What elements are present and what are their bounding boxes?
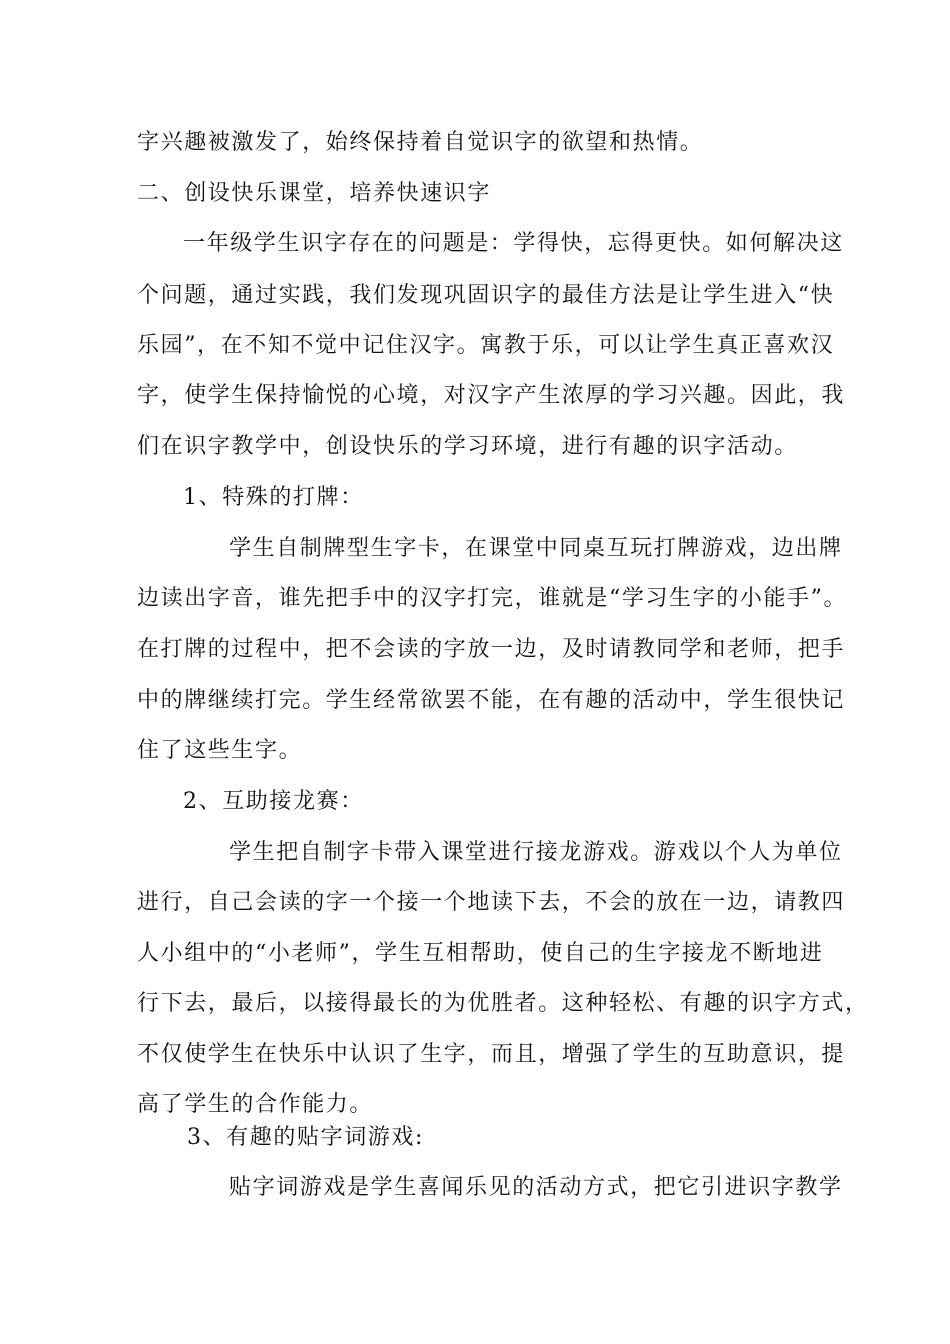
text-line: 贴字词游戏是学生喜闻乐见的活动方式，把它引进识字教学 [229,1175,843,1200]
text-line: 学生把自制字卡带入课堂进行接龙游戏。游戏以个人为单位 [229,840,843,865]
text-line: 边读出字音，谁先把手中的汉字打完，谁就是“学习生字的小能手”。 [137,586,848,611]
subsection-heading: 1、特殊的打牌： [183,485,364,510]
text-line: 中的牌继续打完。学生经常欲罢不能，在有趣的活动中，学生很快记 [137,688,846,713]
subsection-heading: 3、有趣的贴字词游戏: [187,1125,425,1150]
section-heading: 二、创设快乐课堂，培养快速识字 [137,181,492,206]
text-line: 字，使学生保持愉悦的心境，对汉字产生浓厚的学习兴趣。因此，我 [137,383,846,408]
text-line: 一年级学生识字存在的问题是：学得快，忘得更快。如何解决这 [183,231,844,256]
text-line: 高了学生的合作能力。 [137,1092,374,1117]
text-line: 人小组中的“小老师”，学生互相帮助，使自己的生字接龙不断地进 [137,941,824,966]
text-line: 住了这些生字。 [137,738,303,763]
text-line: 个问题，通过实践，我们发现巩固识字的最佳方法是让学生进入“快 [137,283,835,308]
text-line: 行下去，最后，以接得最长的为优胜者。这种轻松、有趣的识字方式， [137,991,869,1016]
text-line: 们在识字教学中，创设快乐的学习环境，进行有趣的识字活动。 [137,434,798,459]
subsection-heading: 2、互助接龙赛： [183,789,364,814]
text-line: 在打牌的过程中，把不会读的字放一边，及时请教同学和老师，把手 [137,637,846,662]
text-line: 学生自制牌型生字卡，在课堂中同桌互玩打牌游戏，边出牌 [229,536,843,561]
text-line: 乐园”，在不知不觉中记住汉字。寓教于乐，可以让学生真正喜欢汉 [137,333,835,358]
text-line: 进行，自己会读的字一个接一个地读下去，不会的放在一边，请教四 [137,890,846,915]
text-line: 不仅使学生在快乐中认识了生字，而且，增强了学生的互助意识，提 [137,1042,846,1067]
text-line: 字兴趣被激发了，始终保持着自觉识字的欲望和热情。 [137,130,704,155]
